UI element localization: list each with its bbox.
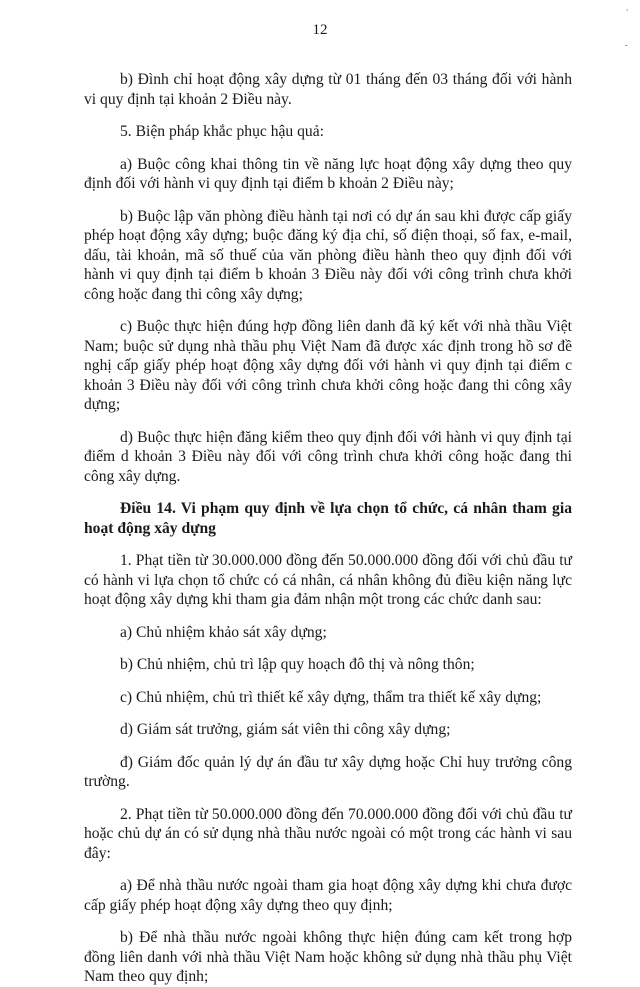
- edge-mark: ': [626, 8, 628, 19]
- list-item: b) Để nhà thầu nước ngoài không thực hiện đúng cam kết trong hợp đồng liên danh với nhà thầu Việt Nam hoặc không sử dụng nhà thầu phụ Việt Nam theo quy định;: [84, 929, 572, 985]
- section-heading: 5. Biện pháp khắc phục hậu quả:: [120, 123, 324, 140]
- paragraph: b) Đình chỉ hoạt động xây dựng từ 01 tháng đến 03 tháng đối với hành vi quy định tại khoản 2 Điều này.: [84, 71, 572, 108]
- paragraph: d) Buộc thực hiện đăng kiểm theo quy định đối với hành vi quy định tại điểm d khoản 3 Điều này đối với công trình chưa khởi công hoặc đang thi công xây dựng.: [84, 428, 572, 485]
- paragraph: c) Buộc thực hiện đúng hợp đồng liên danh đã ký kết với nhà thầu Việt Nam; buộc sử dụng nhà thầu phụ Việt Nam đã được xác định trong hồ sơ đề nghị cấp giấy phép hoạt động xây dựng đối với hành vi quy định tại điểm c khoản 3 Điều này đối với công trình chưa khởi công hoặc đang thi công xây dựng;: [84, 318, 572, 413]
- list-item: a) Để nhà thầu nước ngoài tham gia hoạt động xây dựng khi chưa được cấp giấy phép hoạt động xây dựng theo quy định;: [84, 877, 572, 914]
- page-number: 12: [312, 22, 328, 38]
- edge-mark: -: [624, 40, 628, 51]
- paragraph: b) Buộc lập văn phòng điều hành tại nơi có dự án sau khi được cấp giấy phép hoạt động xây dựng; buộc đăng ký địa chỉ, số điện thoại, số fax, e-mail, dấu, tài khoản, mã số thuế của văn phòng điều hành theo quy định đối với hành vi quy định tại điểm b khoản 3 Điều này đối với công trình chưa khởi công hoặc đang thi công xây dựng;: [84, 207, 572, 303]
- list-item: đ) Giám đốc quản lý dự án đầu tư xây dựng hoặc Chỉ huy trưởng công trường.: [84, 753, 572, 790]
- list-item: d) Giám sát trưởng, giám sát viên thi công xây dựng;: [120, 721, 451, 738]
- list-item: b) Chủ nhiệm, chủ trì lập quy hoạch đô thị và nông thôn;: [120, 656, 475, 673]
- list-item: c) Chủ nhiệm, chủ trì thiết kế xây dựng, thẩm tra thiết kế xây dựng;: [120, 688, 542, 706]
- article-title: Điều 14. Vi phạm quy định về lựa chọn tổ chức, cá nhân tham gia hoạt động xây dựng: [84, 500, 572, 537]
- paragraph: 2. Phạt tiền từ 50.000.000 đồng đến 70.000.000 đồng đối với chủ đầu tư hoặc chủ dự án có sử dụng nhà thầu nước ngoài có một trong các hành vi sau đây:: [84, 805, 572, 862]
- paragraph: 1. Phạt tiền từ 30.000.000 đồng đến 50.000.000 đồng đối với chủ đầu tư có hành vi lựa chọn tổ chức có cá nhân, cá nhân không đủ điều kiện năng lực hoạt động xây dựng khi tham gia đảm nhận một trong các chức danh sau:: [84, 552, 572, 608]
- list-item: a) Chủ nhiệm khảo sát xây dựng;: [120, 623, 327, 641]
- document-body: [84, 70, 572, 987]
- paragraph: a) Buộc công khai thông tin về năng lực hoạt động xây dựng theo quy định đối với hành vi quy định tại điểm b khoản 2 Điều này;: [84, 155, 572, 192]
